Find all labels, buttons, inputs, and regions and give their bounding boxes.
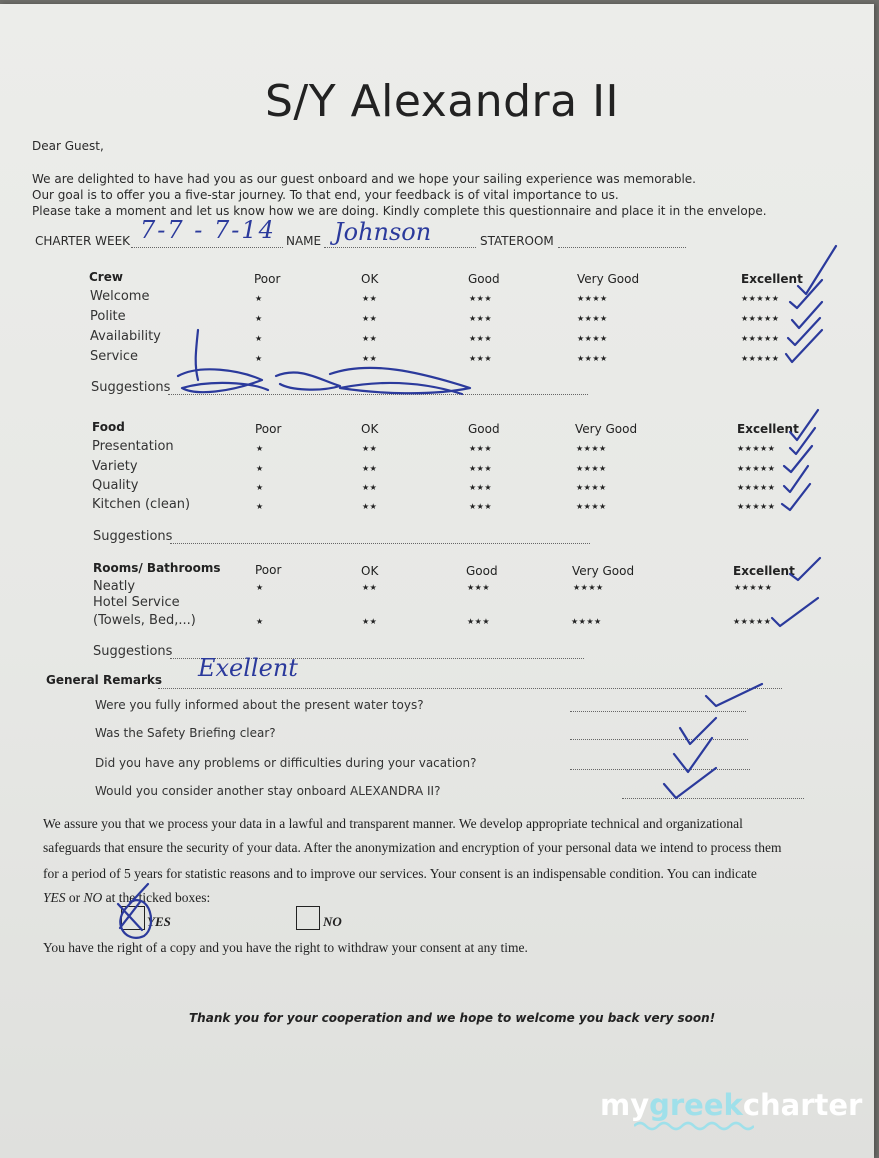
rooms-col-poor: Poor: [255, 563, 282, 577]
star-rating-poor[interactable]: ★: [256, 583, 264, 592]
answer-problems[interactable]: [570, 769, 750, 770]
star-rating-good[interactable]: ★★★: [469, 294, 493, 303]
charter-week-field[interactable]: 7-7 - 7-14: [140, 216, 276, 244]
logo-part-my: my: [600, 1088, 650, 1122]
rooms-item-neatly: Neatly: [93, 579, 136, 594]
crew-section-title: Crew: [89, 270, 123, 284]
privacy-or-word: or: [65, 890, 84, 905]
rooms-col-excellent: Excellent: [733, 564, 795, 578]
charter-week-line: [131, 247, 283, 248]
star-rating-good[interactable]: ★★★: [469, 444, 493, 453]
star-rating-ok[interactable]: ★★: [362, 483, 378, 492]
check-mark-icon: [786, 330, 822, 362]
consent-no-checkbox[interactable]: [296, 906, 320, 930]
star-rating-ok[interactable]: ★★: [362, 464, 378, 473]
watermark-logo: [600, 1088, 862, 1122]
intro-line-1: We are delighted to have had you as our guest onboard and we hope your sailing experience was memorable.: [32, 172, 696, 186]
star-rating-poor[interactable]: ★: [256, 617, 264, 626]
scribble-icon: [330, 368, 470, 394]
stateroom-label: STATEROOM: [480, 234, 554, 248]
check-mark-icon: [674, 738, 712, 772]
star-rating-ok[interactable]: ★★: [362, 294, 378, 303]
wave-icon: [634, 1120, 754, 1132]
crew-item-polite: Polite: [90, 309, 126, 324]
privacy-ticked-boxes-text: at the ticked boxes:: [102, 890, 211, 905]
rooms-section-title: Rooms/ Bathrooms: [93, 561, 221, 575]
consent-yes-label: YES: [147, 914, 171, 929]
scribble-icon: [178, 369, 268, 392]
star-rating-good[interactable]: ★★★: [469, 314, 493, 323]
questionnaire-sheet: [0, 4, 874, 1158]
star-rating-good[interactable]: ★★★: [469, 483, 493, 492]
crew-item-service: Service: [90, 349, 139, 364]
rooms-item-hotel-service: Hotel Service: [93, 595, 180, 610]
check-mark-icon: [784, 466, 808, 492]
logo-part-charter: charter: [742, 1088, 863, 1122]
privacy-no-word: NO: [83, 890, 103, 905]
star-rating-poor[interactable]: ★: [256, 483, 264, 492]
star-rating-excellent[interactable]: ★★★★★: [737, 444, 776, 453]
check-mark-icon: [788, 318, 820, 345]
star-rating-poor[interactable]: ★: [256, 502, 264, 511]
rooms-col-very-good: Very Good: [572, 564, 635, 578]
check-mark-icon: [798, 246, 836, 294]
star-rating-excellent[interactable]: ★★★★★: [733, 617, 772, 626]
stateroom-field[interactable]: [558, 247, 686, 248]
star-rating-good[interactable]: ★★★: [469, 502, 493, 511]
question-problems: Did you have any problems or difficulties during your vacation?: [95, 756, 477, 770]
star-rating-excellent[interactable]: ★★★★★: [741, 314, 780, 323]
answer-another-stay[interactable]: [622, 798, 804, 799]
star-rating-very-good[interactable]: ★★★★: [577, 354, 608, 363]
crew-col-very-good: Very Good: [577, 272, 640, 286]
crew-item-welcome: Welcome: [90, 289, 150, 304]
question-safety-briefing: Was the Safety Briefing clear?: [95, 726, 276, 740]
star-rating-good[interactable]: ★★★: [469, 464, 493, 473]
check-mark-icon: [792, 302, 822, 328]
crew-suggestions-field[interactable]: [168, 394, 588, 395]
star-rating-poor[interactable]: ★: [255, 314, 263, 323]
crew-col-excellent: Excellent: [741, 272, 803, 286]
food-col-excellent: Excellent: [737, 422, 799, 436]
intro-line-3: Please take a moment and let us know how we are doing. Kindly complete this questionnaire and place it in the envelope.: [32, 204, 767, 218]
question-another-stay: Would you consider another stay onboard ALEXANDRA II?: [95, 784, 441, 798]
star-rating-very-good[interactable]: ★★★★: [576, 483, 607, 492]
scribble-icon: [196, 330, 198, 380]
star-rating-good[interactable]: ★★★: [467, 617, 491, 626]
rooms-item-towels-bed: (Towels, Bed,...): [93, 613, 196, 628]
food-col-ok: OK: [361, 422, 379, 436]
check-mark-icon: [664, 768, 716, 798]
star-rating-excellent[interactable]: ★★★★★: [741, 334, 780, 343]
name-label: NAME: [286, 234, 322, 248]
consent-yes-checkbox[interactable]: [121, 906, 145, 930]
question-water-toys: Were you fully informed about the present water toys?: [95, 698, 424, 712]
food-item-presentation: Presentation: [92, 439, 174, 454]
food-col-good: Good: [468, 422, 500, 436]
privacy-yes-word: YES: [43, 890, 66, 905]
greeting: Dear Guest,: [32, 139, 104, 153]
star-rating-very-good[interactable]: ★★★★: [576, 502, 607, 511]
star-rating-poor[interactable]: ★: [255, 334, 263, 343]
star-rating-very-good[interactable]: ★★★★: [577, 294, 608, 303]
star-rating-excellent[interactable]: ★★★★★: [741, 354, 780, 363]
star-rating-ok[interactable]: ★★: [362, 314, 378, 323]
rooms-suggestions-label: Suggestions: [93, 644, 173, 659]
star-rating-ok[interactable]: ★★: [362, 502, 378, 511]
crew-col-poor: Poor: [254, 272, 281, 286]
star-rating-good[interactable]: ★★★: [469, 334, 493, 343]
name-line: [324, 247, 476, 248]
privacy-line-3: for a period of 5 years for statistic reasons and to improve our services. Your consent is an indispensable condition. You can indicate: [43, 866, 757, 881]
food-section-title: Food: [92, 420, 125, 434]
check-mark-icon: [782, 484, 810, 510]
privacy-line-2: safeguards that ensure the security of your data. After the anonymization and encryption of your personal data we intend to process them: [43, 840, 782, 855]
intro-line-2: Our goal is to offer you a five-star journey. To that end, your feedback is of vital importance to us.: [32, 188, 619, 202]
closing-message: Thank you for your cooperation and we hope to welcome you back very soon!: [189, 1011, 716, 1025]
privacy-line-4: [43, 890, 210, 906]
star-rating-excellent[interactable]: ★★★★★: [741, 294, 780, 303]
crew-suggestions-label: Suggestions: [91, 380, 171, 395]
star-rating-ok[interactable]: ★★: [362, 354, 378, 363]
check-mark-icon: [680, 718, 716, 744]
star-rating-poor[interactable]: ★: [255, 354, 263, 363]
general-remarks-field[interactable]: [158, 688, 782, 689]
star-rating-excellent[interactable]: ★★★★★: [737, 502, 776, 511]
privacy-rights: You have the right of a copy and you have the right to withdraw your consent at any time.: [43, 940, 528, 955]
check-mark-icon: [784, 446, 812, 472]
crew-col-ok: OK: [361, 272, 379, 286]
food-suggestions-label: Suggestions: [93, 529, 173, 544]
consent-no-label: NO: [323, 914, 342, 929]
general-remarks-label: General Remarks: [46, 673, 162, 687]
answer-safety-briefing[interactable]: [570, 739, 748, 740]
food-item-variety: Variety: [92, 459, 138, 474]
star-rating-ok[interactable]: ★★: [362, 583, 378, 592]
food-col-very-good: Very Good: [575, 422, 638, 436]
star-rating-poor[interactable]: ★: [255, 294, 263, 303]
page-title: S/Y Alexandra II: [264, 76, 620, 127]
food-col-poor: Poor: [255, 422, 282, 436]
star-rating-good[interactable]: ★★★: [469, 354, 493, 363]
star-rating-poor[interactable]: ★: [256, 464, 264, 473]
crew-col-good: Good: [468, 272, 500, 286]
food-item-kitchen: Kitchen (clean): [92, 497, 191, 512]
star-rating-very-good[interactable]: ★★★★: [577, 334, 608, 343]
star-rating-excellent[interactable]: ★★★★★: [737, 483, 776, 492]
star-rating-very-good[interactable]: ★★★★: [571, 617, 602, 626]
star-rating-very-good[interactable]: ★★★★: [576, 444, 607, 453]
rooms-col-ok: OK: [361, 564, 379, 578]
check-mark-icon: [772, 598, 818, 626]
rooms-col-good: Good: [466, 564, 498, 578]
star-rating-good[interactable]: ★★★: [467, 583, 491, 592]
answer-water-toys[interactable]: [570, 711, 746, 712]
star-rating-excellent[interactable]: ★★★★★: [734, 583, 773, 592]
charter-week-label: CHARTER WEEK: [35, 234, 131, 248]
star-rating-ok[interactable]: ★★: [362, 334, 378, 343]
star-rating-ok[interactable]: ★★: [362, 617, 378, 626]
food-suggestions-field[interactable]: [170, 543, 590, 544]
star-rating-poor[interactable]: ★: [256, 444, 264, 453]
privacy-line-1: We assure you that we process your data in a lawful and transparent manner. We develop appropriate technical and organizational: [43, 816, 743, 831]
logo-part-greek: greek: [649, 1088, 743, 1122]
general-remarks-handwriting: Exellent: [198, 654, 298, 682]
star-rating-ok[interactable]: ★★: [362, 444, 378, 453]
crew-item-availability: Availability: [90, 329, 161, 344]
star-rating-excellent[interactable]: ★★★★★: [737, 464, 776, 473]
food-item-quality: Quality: [92, 478, 139, 493]
star-rating-very-good[interactable]: ★★★★: [576, 464, 607, 473]
scribble-icon: [276, 373, 340, 390]
name-field[interactable]: Johnson: [334, 218, 432, 246]
star-rating-very-good[interactable]: ★★★★: [577, 314, 608, 323]
star-rating-very-good[interactable]: ★★★★: [573, 583, 604, 592]
